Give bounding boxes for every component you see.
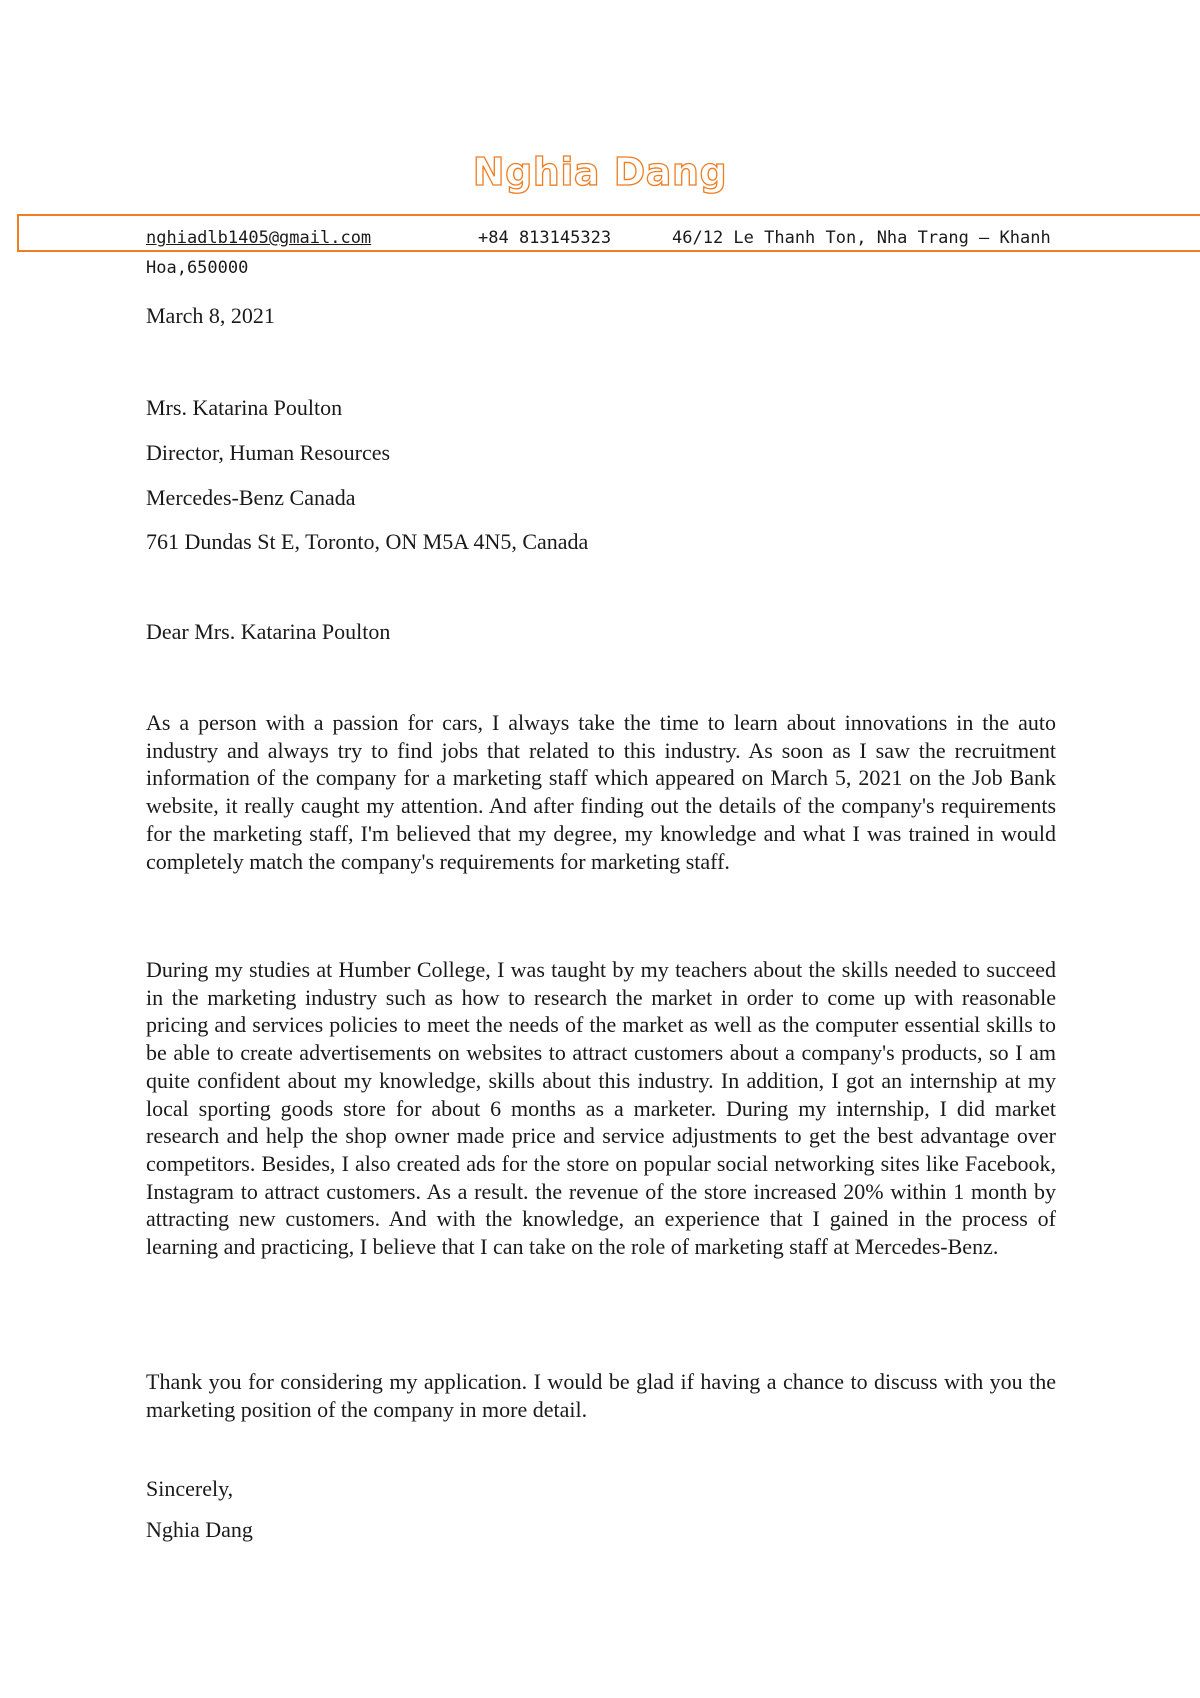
address-line-1: 46/12 Le Thanh Ton, Nha Trang – Khanh	[672, 228, 1051, 248]
body-paragraph-3: Thank you for considering my application. I would be glad if having a chance to discuss with you the marketing position of the company in more detail.	[146, 1369, 1056, 1422]
body-paragraph-2: During my studies at Humber College, I was taught by my teachers about the skills needed to succeed in the marketing industry such as how to research the market in order to come up with reasonable pricing and services policies to meet the needs of the market as well as the computer essential skills to be able to create advertisements on websites to attract customers about a company's products, so I am quite confident about my knowledge, skills about this industry. In addition, I got an internship at my local sporting goods store for about 6 months as a marketer. During my internship, I did market research and help the shop owner made price and service adjustments to get the best advantage over competitors. Besides, I also created ads for the store on popular social networking sites like Facebook, Instagram to attract customers. As a result. the revenue of the store increased 20% within 1 month by attracting new customers. And with the knowledge, an experience that I gained in the process of learning and practicing, I believe that I can take on the role of marketing staff at Mercedes-Benz.	[146, 957, 1056, 1260]
address-line-2: Hoa,650000	[146, 258, 249, 278]
recipient-address: 761 Dundas St E, Toronto, ON M5A 4N5, Canada	[146, 529, 589, 554]
body-paragraph-1: As a person with a passion for cars, I always take the time to learn about innovations in the auto industry and always try to find jobs that related to this industry. As soon as I saw the recruitment information of the company for a marketing staff which appeared on March 5, 2021 on the Job Bank website, it really caught my attention. And after finding out the details of the company's requirements for the marketing staff, I'm believed that my degree, my knowledge and what I was trained in would completely match the company's requirements for marketing staff.	[146, 710, 1056, 874]
salutation: Dear Mrs. Katarina Poulton	[146, 619, 391, 644]
applicant-name-heading: Nghia Dang	[472, 150, 728, 194]
phone-number: +84 813145323	[478, 228, 612, 248]
recipient-company: Mercedes-Benz Canada	[146, 485, 356, 510]
signature-name: Nghia Dang	[146, 1517, 253, 1542]
closing: Sincerely,	[146, 1476, 234, 1501]
email-link[interactable]: nghiadlb1405@gmail.com	[146, 228, 372, 248]
recipient-title: Director, Human Resources	[146, 440, 391, 465]
letter-date: March 8, 2021	[146, 303, 275, 328]
contact-info-line	[146, 222, 1076, 254]
recipient-name: Mrs. Katarina Poulton	[146, 395, 343, 420]
